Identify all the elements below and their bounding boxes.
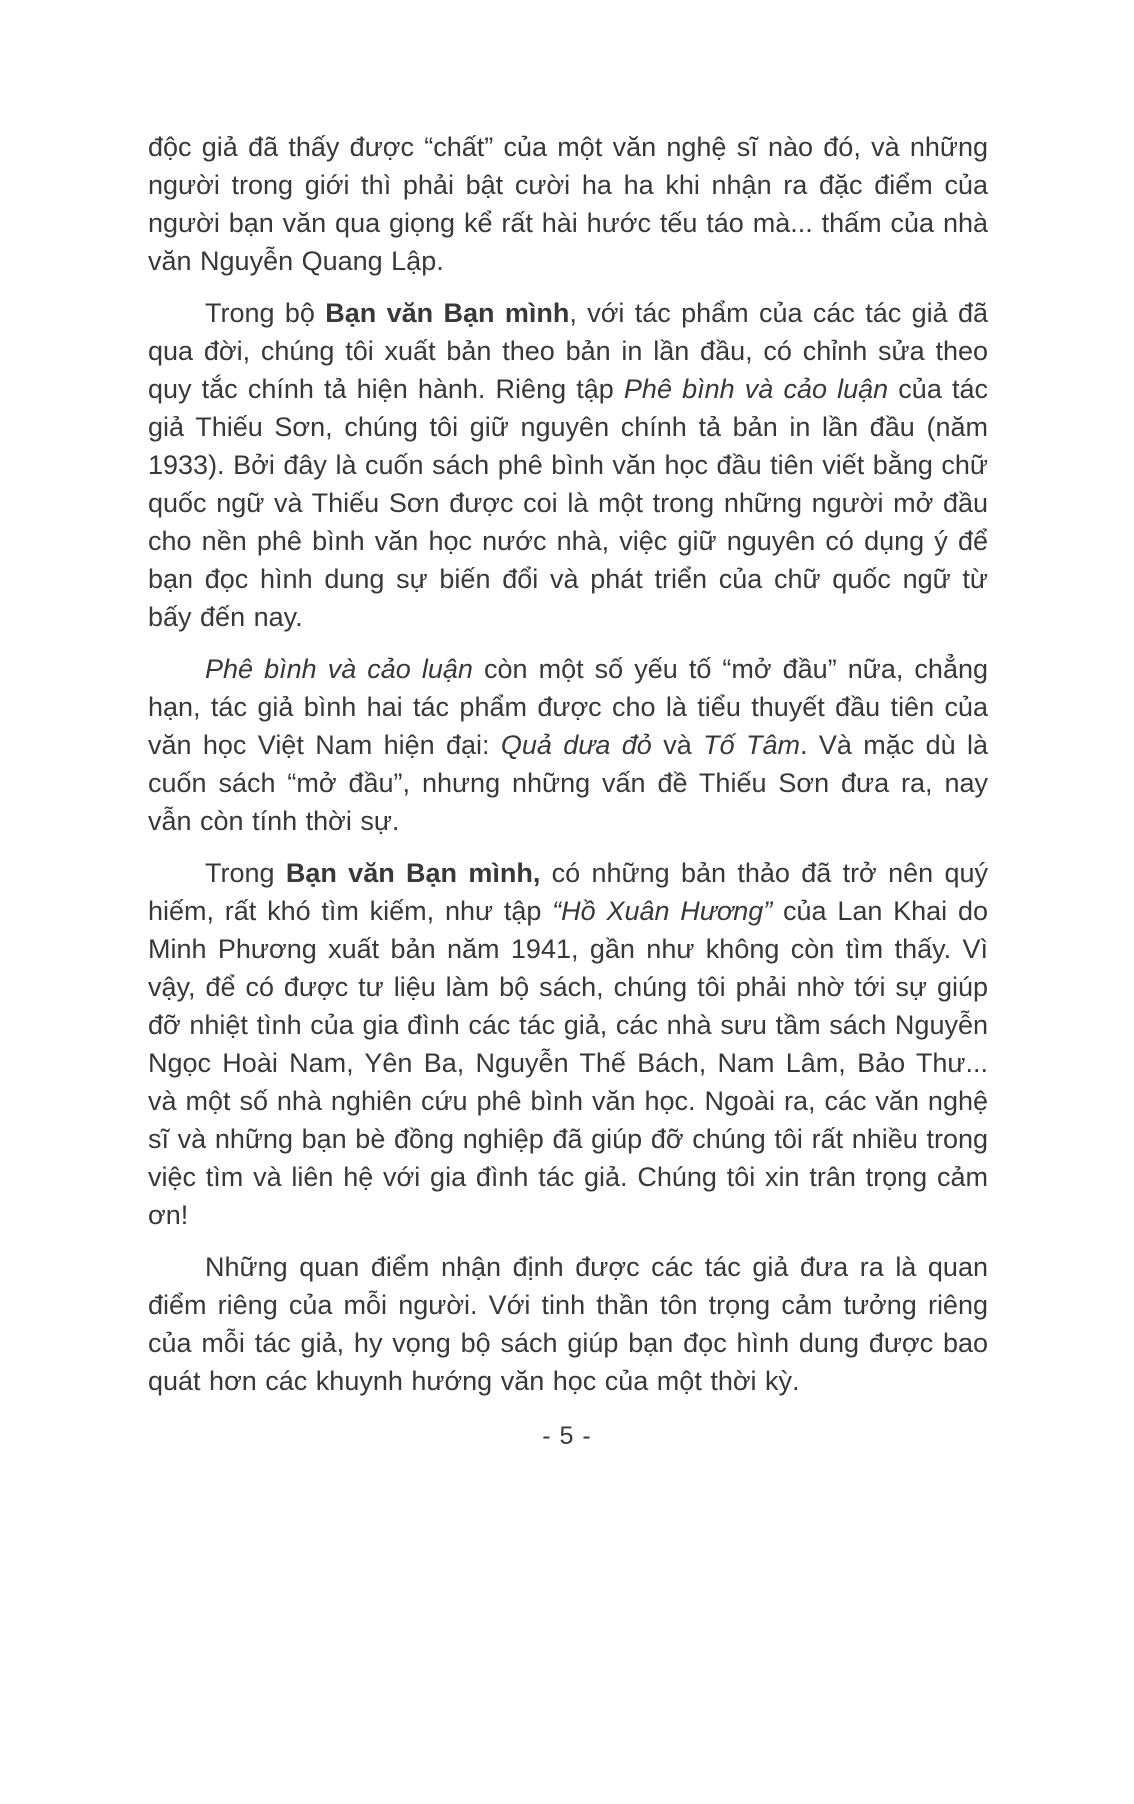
page-number: - 5 - xyxy=(542,1422,592,1450)
text-run: Bạn văn Bạn mình xyxy=(325,298,570,328)
paragraph xyxy=(148,128,988,280)
text-run: Phê bình và cảo luận xyxy=(205,654,473,684)
text-run: Trong xyxy=(205,858,286,888)
text-run: Bạn văn Bạn mình, xyxy=(285,858,541,888)
paragraph xyxy=(148,294,988,636)
text-run: , với tác phẩm của các tác giả đã qua đời, chúng tôi xuất bản theo bản in lần đầu, có chỉnh sửa theo quy tắc chính tả hiện hành. Riêng tập xyxy=(148,298,988,404)
page-body xyxy=(148,128,988,1414)
text-run: Quả dưa đỏ xyxy=(500,730,652,760)
text-run: Phê bình và cảo luận xyxy=(623,374,889,404)
paragraph xyxy=(148,854,988,1234)
text-run: Trong bộ xyxy=(205,298,326,328)
paragraph xyxy=(148,1248,988,1400)
text-run: Tố Tâm xyxy=(703,730,800,760)
text-run: . Và mặc dù là cuốn sách “mở đầu”, nhưng những vấn đề Thiếu Sơn đưa ra, nay vẫn còn tính thời sự. xyxy=(148,730,988,836)
text-run: có những bản thảo đã trở nên quý hiếm, rất khó tìm kiếm, như tập xyxy=(148,858,988,926)
text-run: còn một số yếu tố “mở đầu” nữa, chẳng hạn, tác giả bình hai tác phẩm được cho là tiểu thuyết đầu tiên của văn học Việt Nam hiện đại: xyxy=(148,654,988,760)
text-run: và xyxy=(651,730,704,760)
text-run: Những quan điểm nhận định được các tác giả đưa ra là quan điểm riêng của mỗi người. Với tinh thần tôn trọng cảm tưởng riêng của mỗi tác giả, hy vọng bộ sách giúp bạn đọc hình dung được bao quát hơn các khuynh hướng văn học của một thời kỳ. xyxy=(148,1252,988,1396)
text-run: độc giả đã thấy được “chất” của một văn nghệ sĩ nào đó, và những người trong giới thì phải bật cười ha ha khi nhận ra đặc điểm của người bạn văn qua giọng kể rất hài hước tếu táo mà... thấm của nhà văn Nguyễn Quang Lập. xyxy=(148,132,988,276)
text-run: “Hồ Xuân Hương” xyxy=(552,896,773,926)
text-run: của Lan Khai do Minh Phương xuất bản năm 1941, gần như không còn tìm thấy. Vì vậy, để có được tư liệu làm bộ sách, chúng tôi phải nhờ tới sự giúp đỡ nhiệt tình của gia đình các tác giả, các nhà sưu tầm sách Nguyễn Ngọc Hoài Nam, Yên Ba, Nguyễn Thế Bách, Nam Lâm, Bảo Thư... và một số nhà nghiên cứu phê bình văn học. Ngoài ra, các văn nghệ sĩ và những bạn bè đồng nghiệp đã giúp đỡ chúng tôi rất nhiều trong việc tìm và liên hệ với gia đình tác giả. Chúng tôi xin trân trọng cảm ơn! xyxy=(148,896,988,1230)
paragraph xyxy=(148,650,988,840)
text-run: của tác giả Thiếu Sơn, chúng tôi giữ nguyên chính tả bản in lần đầu (năm 1933). Bởi đây là cuốn sách phê bình văn học đầu tiên viết bằng chữ quốc ngữ và Thiếu Sơn được coi là một trong những người mở đầu cho nền phê bình văn học nước nhà, việc giữ nguyên có dụng ý để bạn đọc hình dung sự biến đổi và phát triển của chữ quốc ngữ từ bấy đến nay. xyxy=(148,374,988,632)
